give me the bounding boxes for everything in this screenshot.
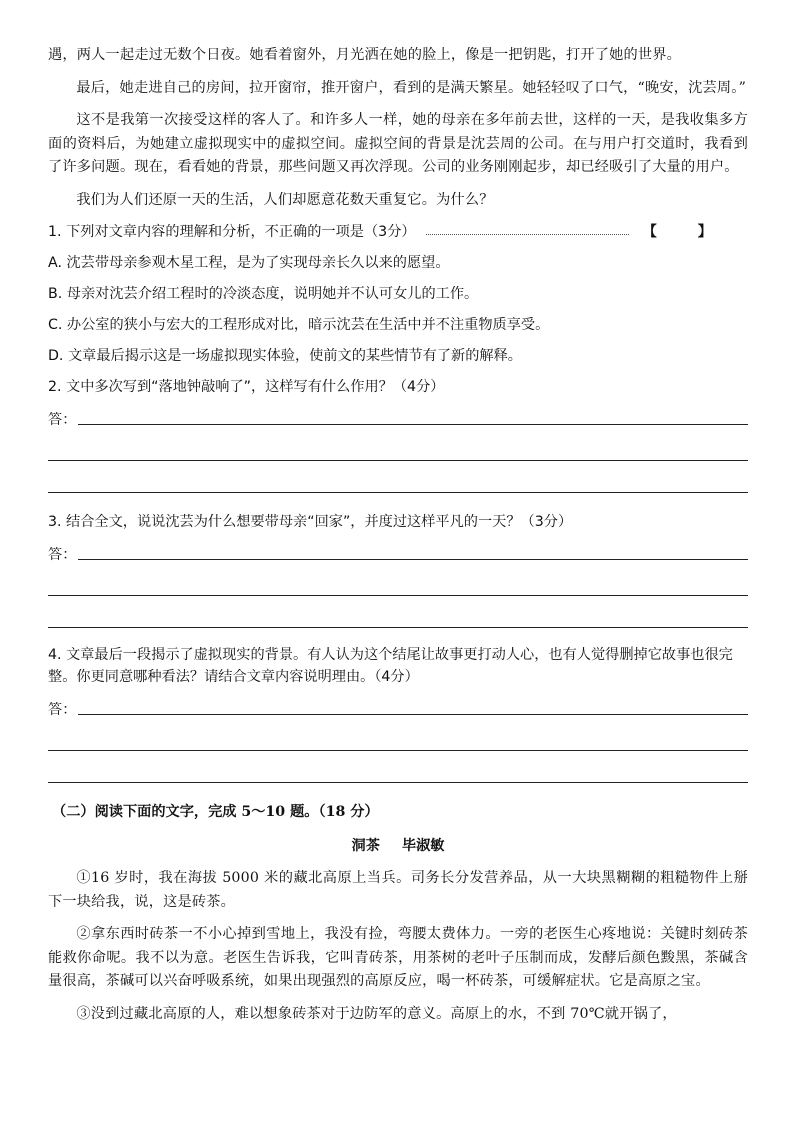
answer-area-3 [48,542,748,628]
answer-line[interactable] [48,492,748,493]
dotted-leader [426,234,629,235]
answer-line[interactable] [78,424,748,425]
answer-line[interactable] [48,460,748,461]
answer-label: 答： [48,702,77,718]
article-paragraph: ③没到过藏北高原的人，难以想象砖茶对于边防军的意义。高原上的水，不到 70℃就开锅了， [76,1005,677,1022]
answer-line[interactable] [48,627,748,628]
answer-bracket: 【 】 [642,224,730,240]
option-d: D. 文章最后揭示这是一场虚拟现实体验，使前文的某些情节有了新的解释。 [48,348,522,364]
story-paragraph: 遇，两人一起走过无数个日夜。她看着窗外，月光洒在她的脸上，像是一把钥匙，打开了她的世界。 [48,47,682,63]
article-paragraph: ①16 岁时，我在海拔 5000 米的藏北高原上当兵。司务长分发营养品，从一大块黑糊糊的粗糙物件上掰下一块给我，说，这是砖茶。 [48,870,748,910]
article-title-text: 洞茶 [351,838,380,854]
answer-line[interactable] [78,714,748,715]
answer-label: 答： [48,412,77,428]
option-a: A. 沈芸带母亲参观木星工程，是为了实现母亲长久以来的愿望。 [48,255,450,271]
question-3: 3. 结合全文，说说沈芸为什么想要带母亲“回家”，并度过这样平凡的一天？（3分） [48,514,573,530]
question-1-text: 1. 下列对文章内容的理解和分析，不正确的一项是（3分） [48,224,416,240]
story-paragraph: 这不是我第一次接受这样的客人了。和许多人一样，她的母亲在多年前去世，这样的一天，是我收集多方面的资料后，为她建立虚拟现实中的虚拟空间。虚拟空间的背景是沈芸周的公司。在与用户打交道时，我看到了许多问题。现在，看看她的背景，那些问题又再次浮现。公司的业务刚刚起步，却已经吸引了大量的用户。 [48,112,748,175]
article-author: 毕淑敏 [401,838,445,854]
answer-line[interactable] [78,559,748,560]
section-2-heading: （二）阅读下面的文字，完成 5～10 题。（18 分） [52,804,379,820]
question-2: 2. 文中多次写到“落地钟敲响了”，这样写有什么作用？（4分） [48,379,445,395]
option-c: C. 办公室的狭小与宏大的工程形成对比，暗示沈芸在生活中并不注重物质享受。 [48,317,550,333]
story-paragraph: 我们为人们还原一天的生活，人们却愿意花数天重复它。为什么？ [76,191,494,208]
story-paragraph: 最后，她走进自己的房间，拉开窗帘，推开窗户，看到的是满天繁星。她轻轻叹了口气，“晚安，沈芸周。” [76,79,747,96]
answer-line[interactable] [48,750,748,751]
question-1 [48,221,748,243]
answer-area-4 [48,697,748,783]
article-title [48,835,748,855]
answer-area-2 [48,407,748,493]
answer-line[interactable] [48,595,748,596]
question-4: 4. 文章最后一段揭示了虚拟现实的背景。有人认为这个结尾让故事更打动人心，也有人觉得删掉它故事也很完整。你更同意哪种看法？请结合文章内容说明理由。（4分） [48,647,733,685]
exam-page [48,44,748,1035]
article-paragraph: ②拿东西时砖茶一不小心掉到雪地上，我没有捡，弯腰太费体力。一旁的老医生心疼地说：关键时刻砖茶能救你命呢。我不以为意。老医生告诉我，它叫青砖茶，用茶树的老叶子压制而成，发酵后颜色黢黑，茶碱含量很高，茶碱可以兴奋呼吸系统，如果出现强烈的高原反应，喝一杯砖茶，可缓解症状。它是高原之宝。 [48,926,748,989]
answer-label: 答： [48,547,77,563]
option-b: B. 母亲对沈芸介绍工程时的冷淡态度，说明她并不认可女儿的工作。 [48,286,479,302]
answer-line[interactable] [48,782,748,783]
